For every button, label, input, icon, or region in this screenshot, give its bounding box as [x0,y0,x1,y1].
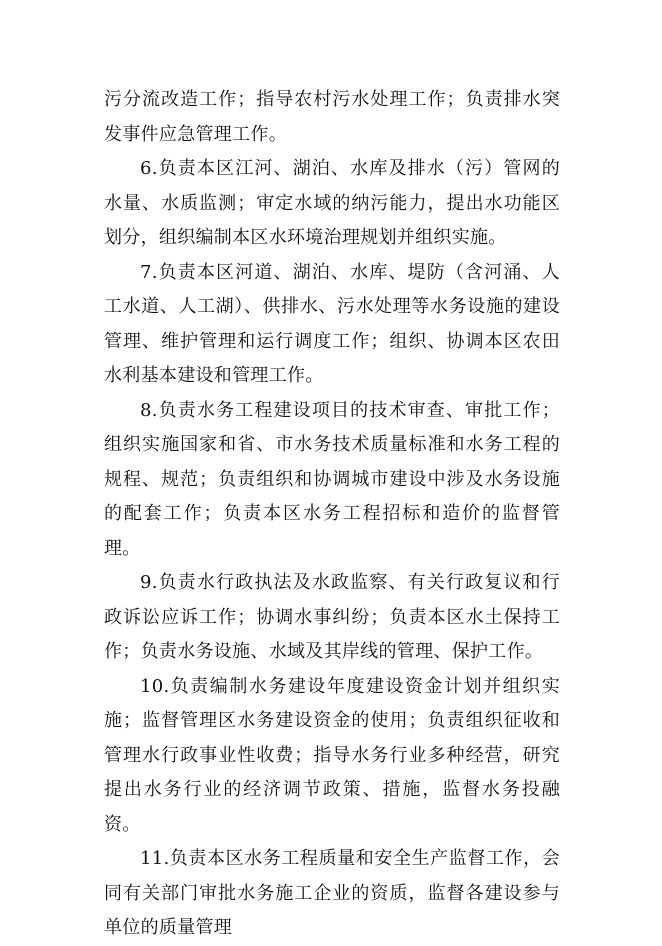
paragraph-item-11: 11.负责本区水务工程质量和安全生产监督工作，会同有关部门审批水务施工企业的资质，监督各建设参与单位的质量管理 [104,848,560,938]
paragraph-item-6: 6.负责本区江河、湖泊、水库及排水（污）管网的水量、水质监测；审定水域的纳污能力，提出水功能区划分，组织编制本区水环境治理规划并组织实施。 [104,158,560,248]
paragraph-item-7: 7.负责本区河道、湖泊、水库、堤防（含河涌、人工水道、人工湖）、供排水、污水处理等水务设施的建设管理、维护管理和运行调度工作；组织、协调本区农田水利基本建设和管理工作。 [104,261,560,386]
paragraph-item-8: 8.负责水务工程建设项目的技术审查、审批工作；组织实施国家和省、市水务技术质量标准和水务工程的规程、规范；负责组织和协调城市建设中涉及水务设施的配套工作；负责本区水务工程招标和造价的监督管理。 [104,399,560,559]
paragraph-continuation: 污分流改造工作；指导农村污水处理工作；负责排水突发事件应急管理工作。 [104,89,560,145]
paragraph-item-10: 10.负责编制水务建设年度建设资金计划并组织实施；监督管理区水务建设资金的使用；负责组织征收和管理水行政事业性收费；指导水务行业多种经营，研究提出水务行业的经济调节政策、措施，监督水务投融资。 [104,675,560,835]
paragraph-item-9: 9.负责水行政执法及水政监察、有关行政复议和行政诉讼应诉工作；协调水事纠纷；负责本区水土保持工作；负责水务设施、水域及其岸线的管理、保护工作。 [104,572,560,662]
document-body [104,83,560,946]
